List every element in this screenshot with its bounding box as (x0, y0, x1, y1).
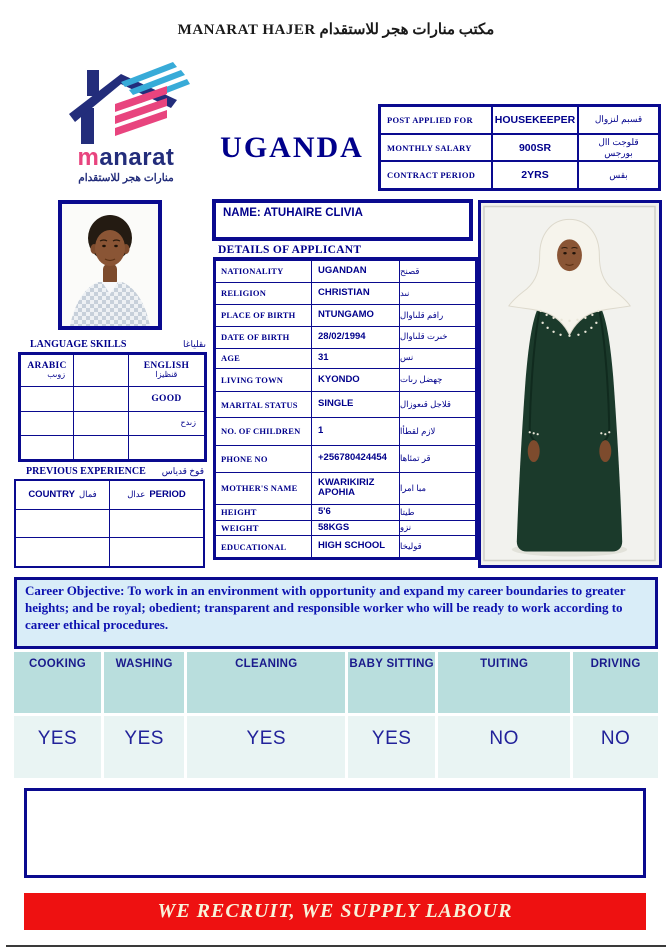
country-column-header (16, 481, 110, 509)
table-row (21, 436, 204, 459)
language-skills-title-arabic: ىقلياغا (183, 339, 206, 349)
post-label: MONTHLY SALARY (381, 135, 493, 161)
language-skills-table (18, 352, 207, 462)
empty-cell (16, 538, 110, 566)
table-row (21, 387, 204, 411)
table-row (381, 162, 658, 188)
empty-cell (74, 412, 129, 435)
detail-arabic-label: قلاجل قىعوزال (400, 399, 451, 410)
detail-value: 58KGS (312, 521, 400, 535)
detail-value: KYONDO (312, 369, 400, 392)
empty-cell (74, 436, 129, 459)
detail-value: SINGLE (312, 392, 400, 417)
period-column-header (110, 481, 203, 509)
post-label: POST APPLIED FOR (381, 107, 493, 133)
post-value: HOUSEKEEPER (493, 107, 579, 133)
page-bottom-divider (6, 945, 666, 947)
remarks-empty-box (24, 788, 646, 878)
skill-column-header: WASHING (104, 652, 185, 713)
skill-column-header: BABY SITTING (348, 652, 435, 713)
skill-value: YES (348, 716, 435, 778)
detail-value: NTUNGAMO (312, 305, 400, 326)
detail-label: MARITAL STATUS (216, 392, 312, 417)
detail-label: EDUCATIONAL (216, 536, 312, 557)
skill-column-header: COOKING (14, 652, 101, 713)
detail-arabic-label: رافم قلىاوال (400, 309, 444, 320)
table-header-row (16, 481, 203, 510)
detail-label: NO. OF CHILDREN (216, 418, 312, 445)
detail-label: DATE OF BIRTH (216, 327, 312, 348)
english-language-cell (129, 355, 204, 386)
post-label: CONTRACT PERIOD (381, 162, 493, 188)
detail-label: RELIGION (216, 283, 312, 304)
detail-arabic-label: خىرت قلىاوال (400, 331, 448, 342)
post-value: 2YRS (493, 162, 579, 188)
empty-cell (21, 387, 74, 410)
table-row (216, 392, 475, 418)
table-row (381, 107, 658, 135)
arabic-language-label-arabic: زوىب (47, 370, 66, 380)
post-applied-table (378, 104, 661, 191)
previous-experience-heading (26, 466, 204, 477)
career-objective: Career Objective: To work in an environment with opportunity and expand my career boundaries to greater heights; and be royal; obedient; transparent and responsible worker who will be ready to work according to career ethical procedures. (14, 577, 658, 649)
skill-value: NO (438, 716, 570, 778)
logo-letter-m: m (77, 144, 100, 171)
detail-label: LIVING TOWN (216, 369, 312, 392)
arabic-language-cell (21, 355, 74, 386)
detail-arabic-label: لازم لقطأا (400, 425, 436, 436)
table-row (16, 538, 203, 566)
country-label: COUNTRY (28, 489, 75, 501)
portrait-photo-illustration (62, 204, 158, 326)
empty-cell (21, 436, 74, 459)
skill-value: YES (187, 716, 345, 778)
skill-column-header: DRIVING (573, 652, 658, 713)
detail-label: NATIONALITY (216, 261, 312, 282)
table-row (216, 261, 475, 283)
english-language-label-arabic: قنظيزا (155, 370, 178, 380)
table-row (21, 412, 204, 436)
language-skills-title: LANGUAGE SKILLS (30, 339, 127, 350)
empty-cell (74, 387, 129, 410)
detail-arabic-label: نىد (400, 287, 410, 298)
english-level-value-arabic: زىدح (180, 417, 196, 427)
english-level-arabic-cell (129, 412, 204, 435)
empty-cell (110, 538, 203, 566)
detail-arabic-label: قر تمئاها (400, 453, 431, 464)
detail-label: PLACE OF BIRTH (216, 305, 312, 326)
english-language-label: ENGLISH (143, 361, 190, 372)
detail-arabic-label: چهضل رىات (400, 374, 443, 385)
detail-label: WEIGHT (216, 521, 312, 535)
detail-arabic-label: طيتا (400, 506, 415, 517)
applicant-portrait-photo (58, 200, 162, 330)
detail-arabic-label: مبا امرا (400, 482, 427, 493)
empty-cell (110, 510, 203, 538)
detail-label: MOTHER'S NAME (216, 473, 312, 503)
previous-experience-title-arabic: قوخ قدياس (161, 466, 204, 476)
post-arabic-label: بقس (609, 169, 628, 180)
table-row (216, 521, 475, 536)
period-label: PERIOD (149, 489, 186, 501)
language-skills-heading (30, 339, 206, 350)
table-row (216, 473, 475, 504)
detail-value: +256780424454 (312, 446, 400, 473)
empty-cell (21, 412, 74, 435)
detail-value: HIGH SCHOOL (312, 536, 400, 557)
details-section-heading: DETAILS OF APPLICANT (218, 244, 362, 256)
details-table (213, 261, 478, 560)
skill-value: YES (104, 716, 185, 778)
table-row (216, 327, 475, 349)
previous-experience-table (14, 479, 205, 568)
detail-label: PHONE NO (216, 446, 312, 473)
page-title: مكتب منارات هجر للاستقدام MANARAT HAJER (177, 22, 495, 38)
logo-wordmark-rest: anarat (99, 144, 175, 171)
table-row (216, 349, 475, 369)
table-row (216, 369, 475, 393)
post-value: 900SR (493, 135, 579, 161)
footer-banner: WE RECRUIT, WE SUPPLY LABOUR (24, 893, 646, 930)
table-row (216, 283, 475, 305)
detail-label: HEIGHT (216, 505, 312, 520)
applicant-full-length-photo (478, 200, 662, 568)
previous-experience-title: PREVIOUS EXPERIENCE (26, 466, 146, 477)
english-level-value: GOOD (151, 393, 182, 404)
agency-logo (56, 60, 196, 184)
table-row (216, 446, 475, 474)
skill-value: NO (573, 716, 658, 778)
house-logo-icon (61, 60, 191, 144)
logo-tagline-arabic: منارات هجر للاستقدام (78, 172, 174, 184)
detail-value: 5'6 (312, 505, 400, 520)
table-row (216, 418, 475, 446)
full-length-photo-illustration (481, 203, 658, 564)
skill-value: YES (14, 716, 101, 778)
detail-value: UGANDAN (312, 261, 400, 282)
skills-header-row (14, 652, 658, 713)
table-row (216, 305, 475, 327)
table-row (216, 536, 475, 557)
empty-cell (129, 436, 204, 459)
english-level-cell (129, 387, 204, 410)
applicant-name-bar: NAME: ATUHAIRE CLIVIA (212, 199, 473, 241)
arabic-language-label: ARABIC (27, 361, 67, 372)
post-arabic-label: قسبم لنزوال (594, 114, 643, 125)
skill-column-header: CLEANING (187, 652, 345, 713)
table-row (16, 510, 203, 539)
detail-arabic-label: قوليخا (400, 540, 422, 551)
table-row (21, 355, 204, 387)
logo-wordmark (56, 146, 196, 170)
country-label-arabic: فمال (78, 489, 97, 500)
empty-cell (16, 510, 110, 538)
detail-value: CHRISTIAN (312, 283, 400, 304)
detail-value: 31 (312, 349, 400, 368)
country-label: UGANDA (220, 131, 364, 164)
detail-value: 1 (312, 418, 400, 445)
detail-value: 28/02/1994 (312, 327, 400, 348)
detail-arabic-label: نس (400, 352, 414, 363)
detail-arabic-label: قصنح (400, 265, 420, 276)
skill-column-header: TUITING (438, 652, 570, 713)
empty-cell (74, 355, 129, 386)
skills-value-row (14, 716, 658, 778)
period-label-arabic: عدال (127, 489, 146, 500)
detail-arabic-label: نزو (400, 522, 412, 533)
post-arabic-label: قلوجت اال بورجس (598, 136, 639, 158)
table-row (216, 505, 475, 521)
detail-label: AGE (216, 349, 312, 368)
detail-value: KWARIKIRIZ APOHIA (312, 473, 400, 503)
table-row (381, 135, 658, 163)
